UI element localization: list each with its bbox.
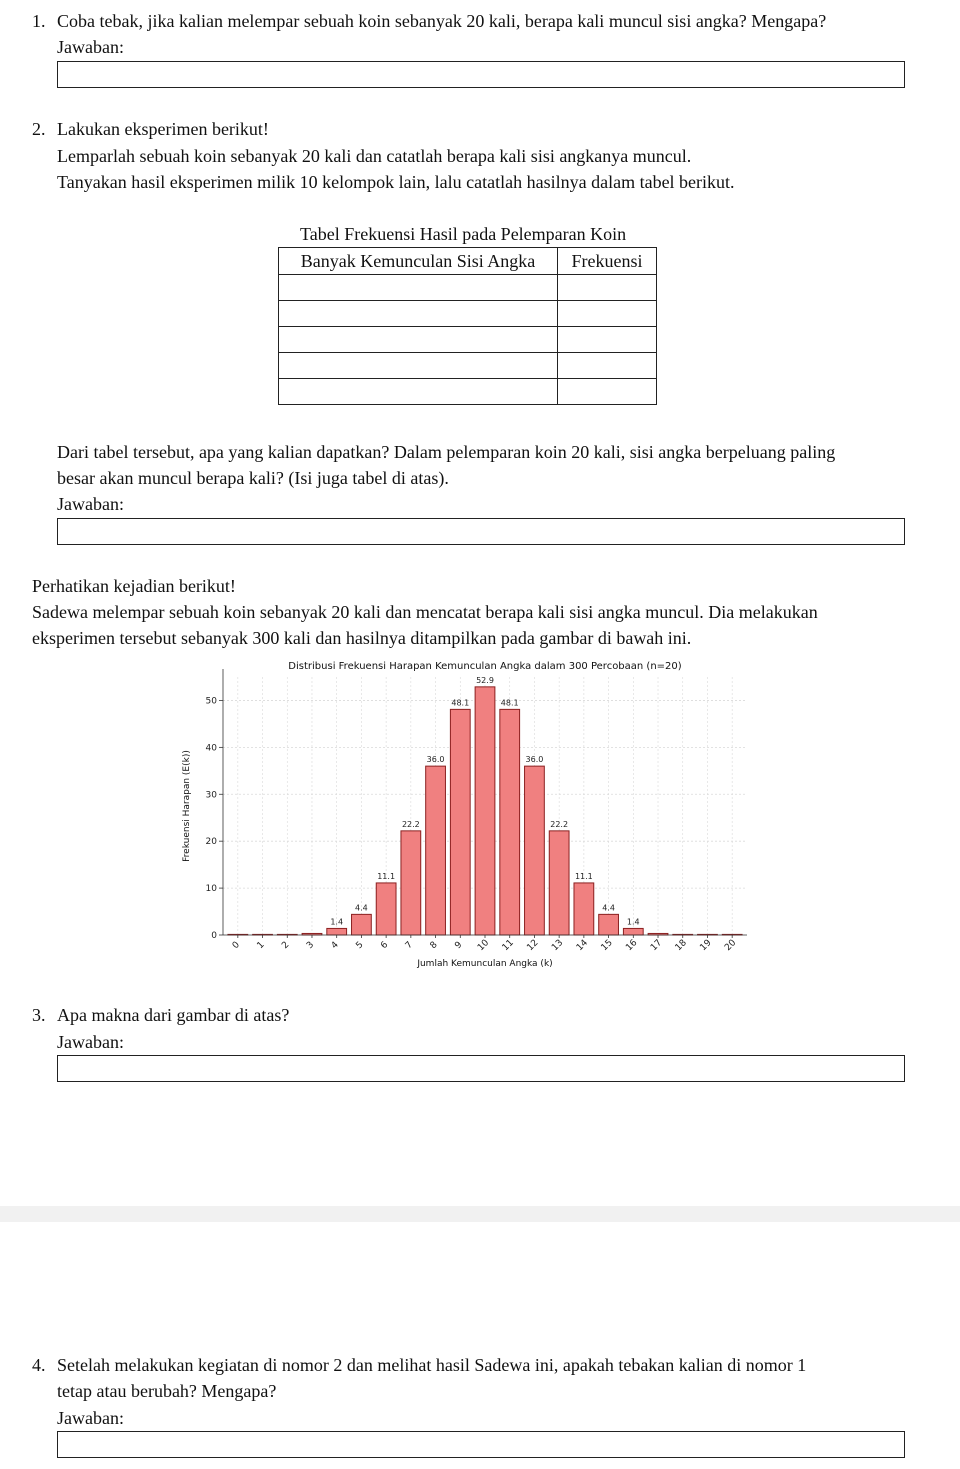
q2-number: 2.: [32, 119, 46, 139]
data-label: 22.2: [550, 819, 569, 829]
q3-question: Apa makna dari gambar di atas?: [57, 1005, 290, 1025]
bar: [450, 709, 470, 935]
table-cell[interactable]: [279, 327, 558, 353]
table-caption: Tabel Frekuensi Hasil pada Pelemparan Koin: [300, 224, 627, 244]
q4-line-2: tetap atau berubah? Mengapa?: [57, 1381, 277, 1401]
frequency-chart: [175, 655, 765, 975]
x-tick-label: 13: [550, 938, 566, 954]
table-cell[interactable]: [279, 353, 558, 379]
x-tick-label: 8: [428, 940, 440, 952]
x-tick-label: 11: [500, 938, 516, 954]
data-label: 4.4: [355, 903, 368, 913]
frequency-table: [278, 247, 657, 405]
x-tick-label: 18: [673, 938, 689, 954]
bar: [401, 831, 421, 935]
bar: [327, 928, 347, 935]
data-label: 11.1: [377, 871, 396, 881]
event-line-2: eksperimen tersebut sebanyak 300 kali dan hasilnya ditampilkan pada gambar di bawah ini.: [32, 628, 692, 648]
bar: [376, 883, 396, 935]
q2-followup-1: Dari tabel tersebut, apa yang kalian dapatkan? Dalam pelemparan koin 20 kali, sisi angka berpeluang paling: [57, 442, 836, 462]
table-cell[interactable]: [279, 379, 558, 405]
y-tick-label: 0: [211, 931, 217, 941]
bar: [475, 687, 495, 935]
q1-answer-label: Jawaban:: [57, 37, 124, 57]
x-tick-label: 12: [525, 938, 541, 954]
q4-answer-field[interactable]: [57, 1431, 905, 1458]
q3-number: 3.: [32, 1005, 46, 1025]
x-tick-label: 0: [230, 940, 242, 952]
q2-answer-label: Jawaban:: [57, 494, 124, 514]
y-axis-label: Frekuensi Harapan (E(k)): [182, 750, 192, 862]
page-break: [0, 1206, 960, 1222]
data-label: 48.1: [500, 698, 519, 708]
x-tick-label: 9: [453, 940, 465, 952]
x-tick-label: 7: [403, 940, 415, 952]
bar: [599, 914, 619, 935]
data-label: 4.4: [602, 903, 615, 913]
bar: [426, 766, 446, 935]
y-tick-label: 40: [205, 743, 217, 754]
q4-line-1: Setelah melakukan kegiatan di nomor 2 dan melihat hasil Sadewa ini, apakah tebakan kalian di nomor 1: [57, 1355, 807, 1375]
x-tick-label: 3: [305, 940, 317, 952]
x-tick-label: 10: [476, 938, 492, 954]
q2-followup-2: besar akan muncul berapa kali? (Isi juga tabel di atas).: [57, 468, 449, 488]
x-tick-label: 14: [574, 938, 591, 954]
x-tick-label: 19: [698, 938, 714, 954]
q2-instruction-1: Lemparlah sebuah koin sebanyak 20 kali dan catatlah berapa kali sisi angkanya muncul.: [57, 146, 692, 166]
data-label: 1.4: [330, 917, 344, 927]
y-tick-label: 20: [205, 837, 217, 848]
table-row: [279, 327, 657, 353]
data-label: 36.0: [525, 755, 544, 765]
data-label: 11.1: [574, 871, 593, 881]
bar: [574, 883, 594, 935]
data-label: 52.9: [476, 675, 494, 685]
event-title: Perhatikan kejadian berikut!: [32, 576, 236, 596]
q2-answer-field[interactable]: [57, 518, 905, 545]
q1-question: Coba tebak, jika kalian melempar sebuah koin sebanyak 20 kali, berapa kali muncul sisi angka? Mengapa?: [57, 11, 827, 31]
x-tick-label: 20: [723, 938, 739, 954]
chart-title: Distribusi Frekuensi Harapan Kemunculan Angka dalam 300 Percobaan (n=20): [288, 661, 682, 672]
table-cell[interactable]: [558, 327, 657, 353]
q1-answer-field[interactable]: [57, 61, 905, 88]
data-label: 36.0: [426, 755, 445, 765]
y-tick-label: 50: [205, 696, 217, 707]
table-cell[interactable]: [558, 379, 657, 405]
x-axis-label: Jumlah Kemunculan Angka (k): [417, 959, 553, 969]
q4-number: 4.: [32, 1355, 46, 1375]
data-label: 48.1: [451, 698, 470, 708]
x-tick-label: 4: [329, 940, 341, 952]
table-header-row: [279, 248, 657, 275]
q3-answer-field[interactable]: [57, 1055, 905, 1082]
table-cell[interactable]: [558, 301, 657, 327]
bar: [623, 928, 643, 935]
table-header-frequency: Frekuensi: [558, 248, 657, 275]
event-line-1: Sadewa melempar sebuah koin sebanyak 20 kali dan mencatat berapa kali sisi angka muncul. Dia melakukan: [32, 602, 818, 622]
x-tick-label: 2: [280, 940, 292, 952]
data-label: 1.4: [626, 917, 640, 927]
y-tick-label: 10: [205, 884, 217, 895]
data-label: 22.2: [401, 819, 420, 829]
table-row: [279, 301, 657, 327]
table-cell[interactable]: [558, 353, 657, 379]
x-tick-label: 16: [624, 938, 640, 954]
table-cell[interactable]: [279, 275, 558, 301]
q2-title: Lakukan eksperimen berikut!: [57, 119, 269, 139]
table-row: [279, 379, 657, 405]
bar: [352, 914, 372, 935]
table-row: [279, 275, 657, 301]
table-row: [279, 353, 657, 379]
bar: [525, 766, 545, 935]
x-tick-label: 15: [599, 938, 615, 954]
q1-number: 1.: [32, 11, 46, 31]
table-header-count: Banyak Kemunculan Sisi Angka: [279, 248, 558, 275]
x-tick-label: 6: [379, 940, 391, 952]
q4-answer-label: Jawaban:: [57, 1408, 124, 1428]
table-cell[interactable]: [279, 301, 558, 327]
y-tick-label: 30: [205, 790, 217, 801]
x-tick-label: 5: [354, 940, 366, 952]
table-cell[interactable]: [558, 275, 657, 301]
q3-answer-label: Jawaban:: [57, 1032, 124, 1052]
x-tick-label: 1: [255, 940, 267, 952]
bar: [549, 831, 569, 935]
q2-instruction-2: Tanyakan hasil eksperimen milik 10 kelompok lain, lalu catatlah hasilnya dalam tabel berikut.: [57, 172, 735, 192]
x-tick-label: 17: [649, 938, 665, 954]
bar: [500, 709, 520, 935]
